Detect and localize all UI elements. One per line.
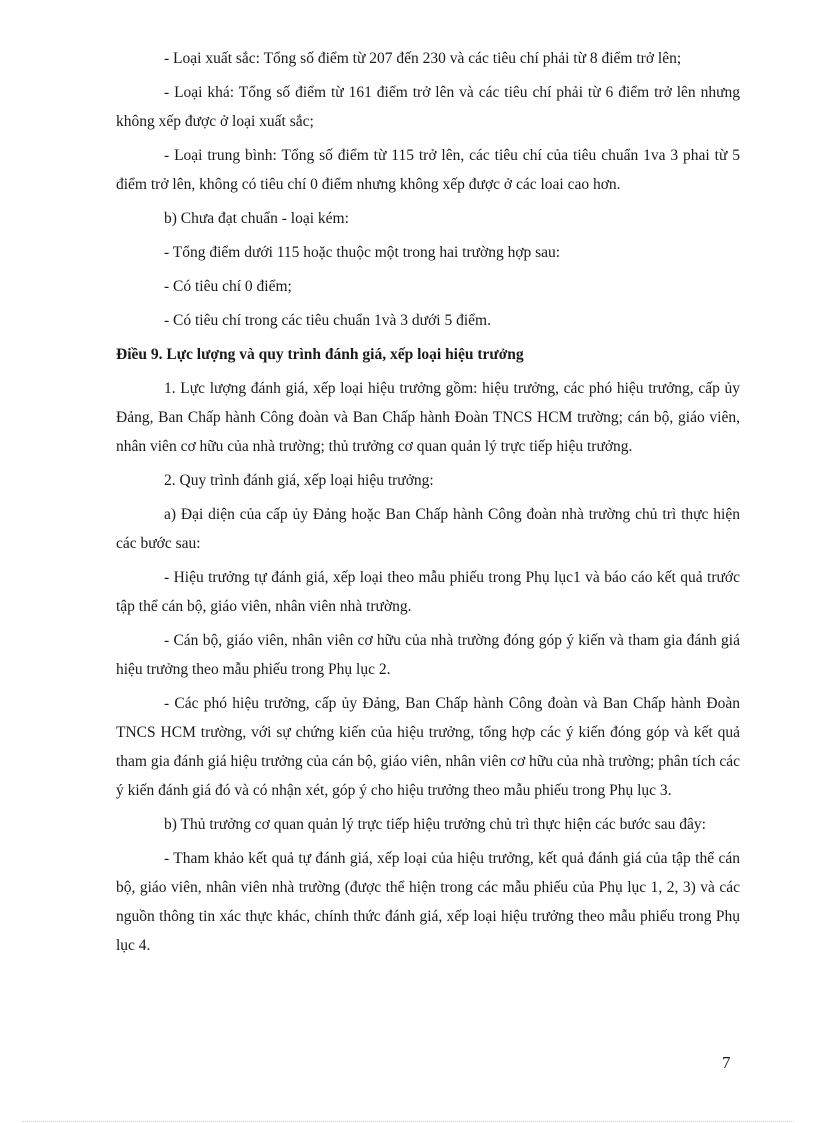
article-9-step-summary: - Các phó hiệu trưởng, cấp ủy Đảng, Ban Chấp hành Công đoàn và Ban Chấp hành Đoàn TNCS HCM trường, với sự chứng kiến của hiệu trưởng, tổng hợp các ý kiến đóng góp và kết quả tham gia đánh giá hiệu trưởng của cán bộ, giáo viên, nhân viên cơ hữu của nhà trường; phân tích các ý kiến đánh giá đó và có nhận xét, góp ý cho hiệu trưởng theo mẫu phiếu trong Phụ lục 3. [116,695,740,799]
paragraph-good: - Loại khá: Tổng số điểm từ 161 điểm trở lên và các tiêu chí phải từ 6 điểm trở lên nhưng không xếp được ở loại xuất sắc; [116,84,740,130]
article-9-clause-2a: a) Đại diện của cấp ủy Đảng hoặc Ban Chấp hành Công đoàn nhà trường chủ trì thực hiện các bước sau: [116,506,740,552]
article-9-clause-2b: b) Thủ trưởng cơ quan quản lý trực tiếp hiệu trưởng chủ trì thực hiện các bước sau đây: [164,816,706,833]
article-9-step-self-assessment: - Hiệu trưởng tự đánh giá, xếp loại theo mẫu phiếu trong Phụ lục1 và báo cáo kết quả trước tập thể cán bộ, giáo viên, nhân viên nhà trường. [116,569,740,615]
paragraph-average: - Loại trung bình: Tổng số điểm từ 115 trở lên, các tiêu chí của tiêu chuẩn 1va 3 phai từ 5 điểm trở lên, không có tiêu chí 0 điểm nhưng không xếp được ở các loai cao hơn. [116,147,740,193]
page-number: 7 [722,1053,731,1072]
paragraph-excellent: - Loại xuất sắc: Tổng số điểm từ 207 đến 230 và các tiêu chí phải từ 8 điểm trở lên; [164,50,682,67]
article-9-step-staff-feedback: - Cán bộ, giáo viên, nhân viên cơ hữu của nhà trường đóng góp ý kiến và tham gia đánh giá hiệu trưởng theo mẫu phiếu trong Phụ lục 2. [116,632,740,678]
page-bottom-divider [22,1121,794,1122]
paragraph-zero-criterion: - Có tiêu chí 0 điểm; [164,278,292,295]
paragraph-not-standard: b) Chưa đạt chuẩn - loại kém: [164,210,349,227]
paragraph-criteria-below-5: - Có tiêu chí trong các tiêu chuẩn 1và 3 dưới 5 điểm. [164,312,491,329]
article-9-clause-2: 2. Quy trình đánh giá, xếp loại hiệu trưởng: [164,472,434,489]
article-9-clause-1: 1. Lực lượng đánh giá, xếp loại hiệu trưởng gồm: hiệu trưởng, các phó hiệu trưởng, cấp ủy Đảng, Ban Chấp hành Công đoàn và Ban Chấp hành Đoàn TNCS HCM trường; cán bộ, giáo viên, nhân viên cơ hữu của nhà trường; thủ trưởng cơ quan quản lý trực tiếp hiệu trưởng. [116,380,740,455]
article-9-step-official-rating: - Tham khảo kết quả tự đánh giá, xếp loại của hiệu trưởng, kết quả đánh giá của tập thể cán bộ, giáo viên, nhân viên nhà trường (được thể hiện trong các mẫu phiếu của Phụ lục 1, 2, 3) và các nguồn thông tin xác thực khác, chính thức đánh giá, xếp loại hiệu trưởng theo mẫu phiếu trong Phụ lục 4. [116,850,740,954]
paragraph-total-below: - Tổng điểm dưới 115 hoặc thuộc một trong hai trường hợp sau: [164,244,561,261]
document-page [116,44,740,960]
article-9-heading: Điều 9. Lực lượng và quy trình đánh giá, xếp loại hiệu trưởng [116,346,524,363]
